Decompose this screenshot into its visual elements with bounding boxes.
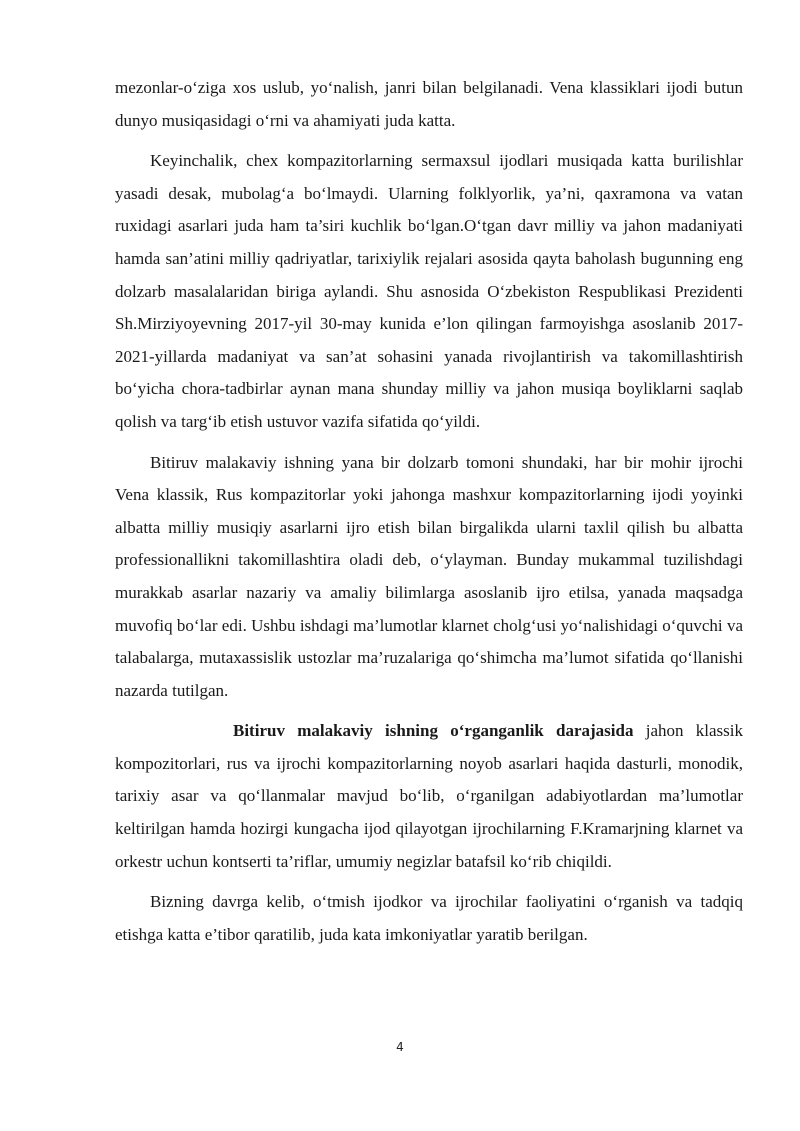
paragraph-our-era: Bizning davrga kelib, o‘tmish ijodkor va ijrochilar faoliyatini o‘rganish va tadqiq etishga katta e’tibor qaratilib, juda kata imkoniyatlar yaratib berilgan. bbox=[115, 892, 743, 944]
paragraph-study-level bbox=[115, 715, 743, 878]
paragraph-thesis-relevance: Bitiruv malakaviy ishning yana bir dolzarb tomoni shundaki, har bir mohir ijrochi Vena klassik, Rus kompazitorlar yoki jahonga mashxur kompazitorlarning ijodi yoyinki albatta milliy musiqiy asarlarni ijro etish bilan birgalikda ularni taxlil qilish bu albatta professionallikni takomillashtira oladi deb, o‘ylayman. Bunday mukammal tuzilishdagi murakkab asarlar nazariy va amaliy bilimlarga asoslanib ijro etilsa, yanada maqsadga muvofiq bo‘lar edi. Ushbu ishdagi ma’lumotlar klarnet cholg‘usi yo‘nalishidagi o‘quvchi va talabalarga, mutaxassislik ustozlar ma’ruzalariga qo‘shimcha ma’lumot sifatida qo‘llanishi nazarda tutilgan. bbox=[115, 452, 743, 700]
paragraph-bold-lead: Bitiruv malakaviy ishning o‘rganganlik darajasida bbox=[233, 721, 634, 741]
document-page bbox=[115, 72, 743, 951]
paragraph-czech-composers: Keyinchalik, chex kompazitorlarning sermaxsul ijodlari musiqada katta burilishlar yasadi desak, mubolag‘a bo‘lmaydi. Ularning folklyorlik, ya’ni, qaxramona va vatan ruxidagi asarlari juda ham ta’siri kuchlik bo‘lgan.O‘tgan davr milliy va jahon madaniyati hamda san’atini milliy qadriyatlar, tarixiylik rejalari asosida qayta baholash bugunning eng dolzarb masalalaridan biriga aylandi. Shu asnosida O‘zbekiston Respublikasi Prezidenti Sh.Mirziyoyevning 2017-yil 30-may kunida e’lon qilingan farmoyishga asoslanib 2017-2021-yillarda madaniyat va san’at sohasini yanada rivojlantirish va takomillashtirish bo‘yicha chora-tadbirlar aynan mana shunday milliy va jahon musiqa boyliklarni saqlab qolish va targ‘ib etish ustuvor vazifa sifatida qo‘yildi. bbox=[115, 151, 743, 431]
paragraph-body-text: jahon klassik kompozitorlari, rus va ijrochi kompazitorlarning noyob asarlari haqida dasturli, monodik, tarixiy asar va qo‘llanmalar mavjud bo‘lib, o‘rganilgan adabiyotlardan ma’lumotlar keltirilgan hamda hozirgi kungacha ijod qilayotgan ijrochilarning F.Kramarjning klarnet va orkestr uchun kontserti ta’riflar, umumiy negizlar batafsil ko‘rib chiqildi. bbox=[115, 721, 743, 871]
paragraph-continuation: mezonlar-o‘ziga xos uslub, yo‘nalish, janri bilan belgilanadi. Vena klassiklari ijodi butun dunyo musiqasidagi o‘rni va ahamiyati juda katta. bbox=[115, 78, 743, 130]
page-number: 4 bbox=[396, 1040, 404, 1054]
